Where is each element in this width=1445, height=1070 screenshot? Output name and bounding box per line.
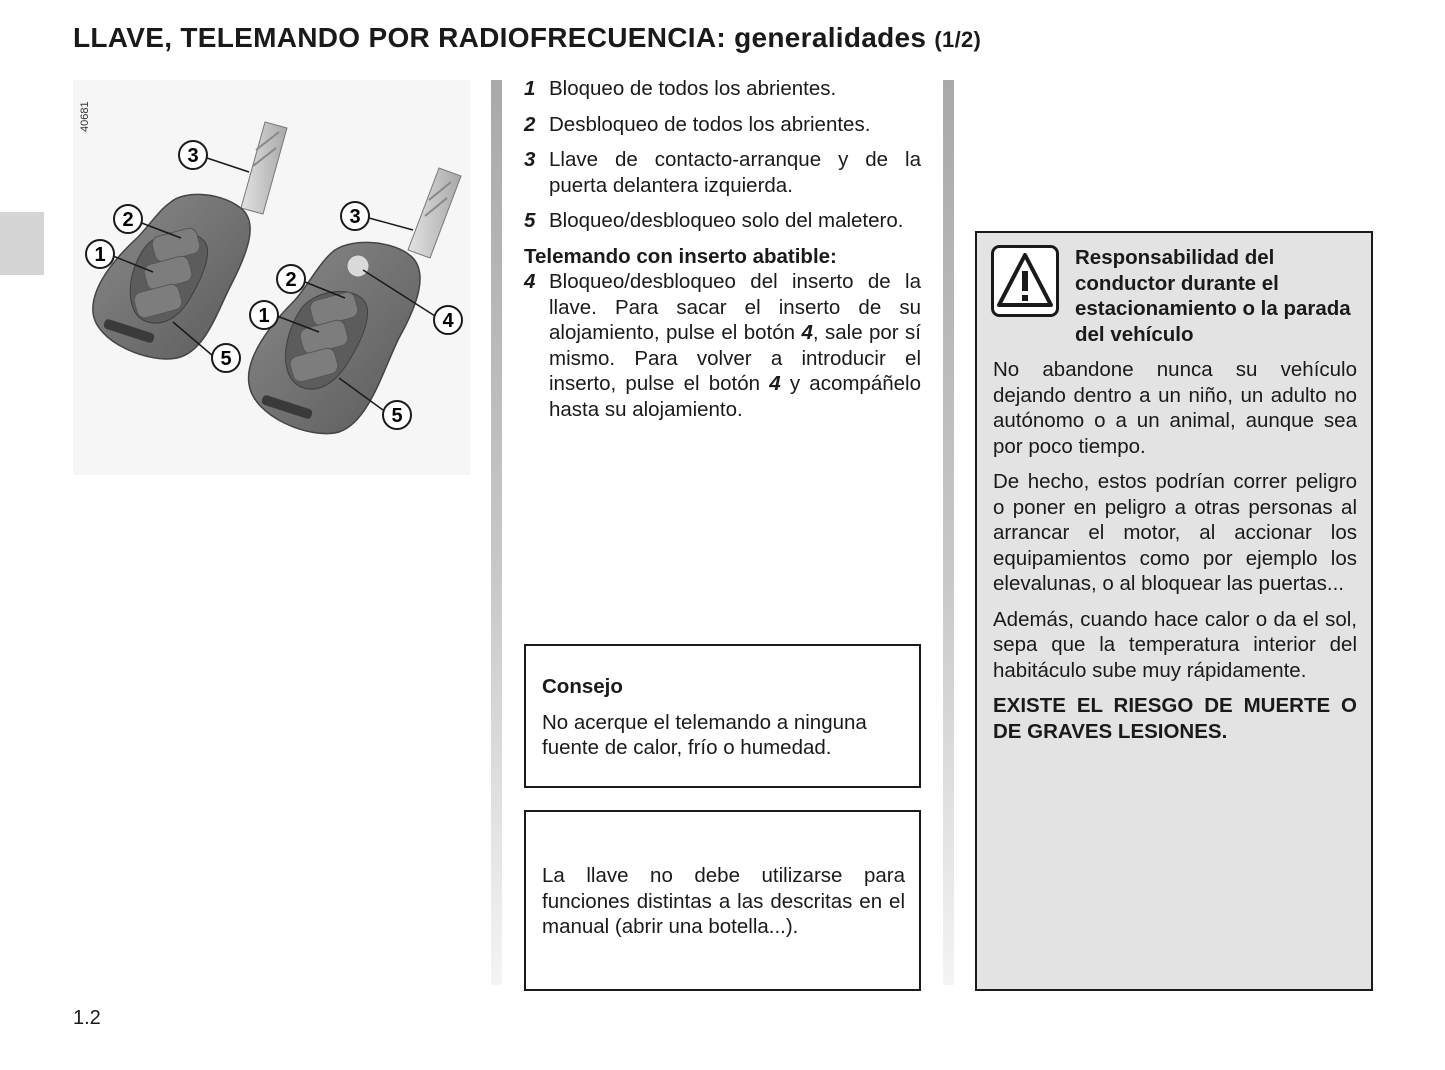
- warning-box: [975, 231, 1373, 991]
- callout-label: 3: [187, 145, 199, 167]
- list-item: [524, 269, 921, 422]
- callout-4-right: [434, 306, 462, 334]
- list-item-number: 1: [524, 77, 536, 100]
- list-item: [524, 112, 921, 138]
- warning-paragraph: De hecho, estos podrían correr peligro o poner en peligro a otras personas al arrancar el motor, al accionar los equipamientos como por ejemplo los elevalunas, o al bloquear las puertas...: [993, 470, 1357, 595]
- list-item-text: Desbloqueo de todos los abrientes.: [549, 112, 871, 136]
- key-diagram: [73, 80, 470, 475]
- callout-label: 5: [391, 405, 403, 427]
- section-tab: [0, 212, 44, 275]
- page-number: 1.2: [73, 1007, 101, 1029]
- folding-text-b: , sale por sí mismo. Para volver a introducir el inserto, pulse el botón: [549, 321, 921, 395]
- callout-2-left: [114, 205, 142, 233]
- page-title-text: LLAVE, TELEMANDO POR RADIOFRECUENCIA: generalidades: [73, 22, 927, 53]
- callout-label: 5: [220, 348, 232, 370]
- note-box: [524, 810, 921, 991]
- list-item: [524, 208, 921, 234]
- figure-id: 40681: [79, 101, 91, 132]
- warning-title: Responsabilidad del conductor durante el estacionamiento o la parada del vehículo: [1075, 246, 1351, 346]
- list-item: [524, 147, 921, 198]
- column-separator-left: [491, 80, 502, 985]
- list-item-number: 5: [524, 209, 536, 232]
- warning-triangle-icon: [991, 245, 1059, 317]
- note-text: La llave no debe utilizarse para funciones distintas a las descritas en el manual (abrir una botella...).: [542, 864, 905, 938]
- callout-label: 2: [285, 269, 297, 291]
- page-title: [73, 22, 981, 54]
- function-list: [524, 76, 921, 422]
- callout-label: 3: [349, 206, 361, 228]
- column-separator-right: [943, 80, 954, 985]
- folding-heading: Telemando con inserto abatible:: [524, 244, 837, 268]
- list-item: [524, 76, 921, 102]
- list-item-number: 2: [524, 112, 536, 136]
- folding-text-c: y acompáñelo hasta su alojamiento.: [549, 372, 921, 421]
- warning-body: [993, 357, 1357, 754]
- page-title-part: (1/2): [934, 27, 982, 52]
- folding-text-a: Bloqueo/desbloqueo del inserto de la llave. Para sacar el inserto de su alojamiento, pulse el botón: [549, 270, 921, 344]
- callout-3-right: [341, 202, 369, 230]
- callout-3-left: [179, 141, 207, 169]
- callout-label: 4: [442, 310, 454, 332]
- tip-title: Consejo: [542, 675, 623, 698]
- tip-box: [524, 644, 921, 788]
- list-item-text: Bloqueo/desbloqueo solo del maletero.: [549, 209, 904, 232]
- folding-bold-a: 4: [801, 321, 813, 344]
- callout-2-right: [277, 265, 305, 293]
- callout-1-left: [86, 240, 114, 268]
- callout-label: 2: [122, 209, 134, 231]
- tip-text: No acerque el telemando a ninguna fuente de calor, frío o humedad.: [542, 710, 867, 759]
- list-item-number: 4: [524, 270, 536, 293]
- callout-5-left: [212, 344, 240, 372]
- callout-label: 1: [94, 244, 106, 266]
- warning-paragraph: No abandone nunca su vehículo dejando dentro a un niño, un adulto no autónomo o a un animal, aunque sea por poco tiempo.: [993, 358, 1357, 458]
- key-illustration: [73, 80, 470, 475]
- list-item-text: Bloqueo de todos los abrientes.: [549, 77, 837, 100]
- warning-emphasis: EXISTE EL RIESGO DE MUERTE O DE GRAVES LESIONES.: [993, 694, 1357, 743]
- callout-label: 1: [258, 305, 270, 327]
- warning-paragraph: Además, cuando hace calor o da el sol, sepa que la temperatura interior del habitáculo sube muy rápidamente.: [993, 607, 1357, 682]
- callout-5-right: [383, 401, 411, 429]
- callout-1-right: [250, 301, 278, 329]
- folding-bold-b: 4: [769, 372, 781, 395]
- list-item-number: 3: [524, 148, 536, 171]
- list-item-text: Llave de contacto-arranque y de la puerta delantera izquierda.: [549, 148, 921, 197]
